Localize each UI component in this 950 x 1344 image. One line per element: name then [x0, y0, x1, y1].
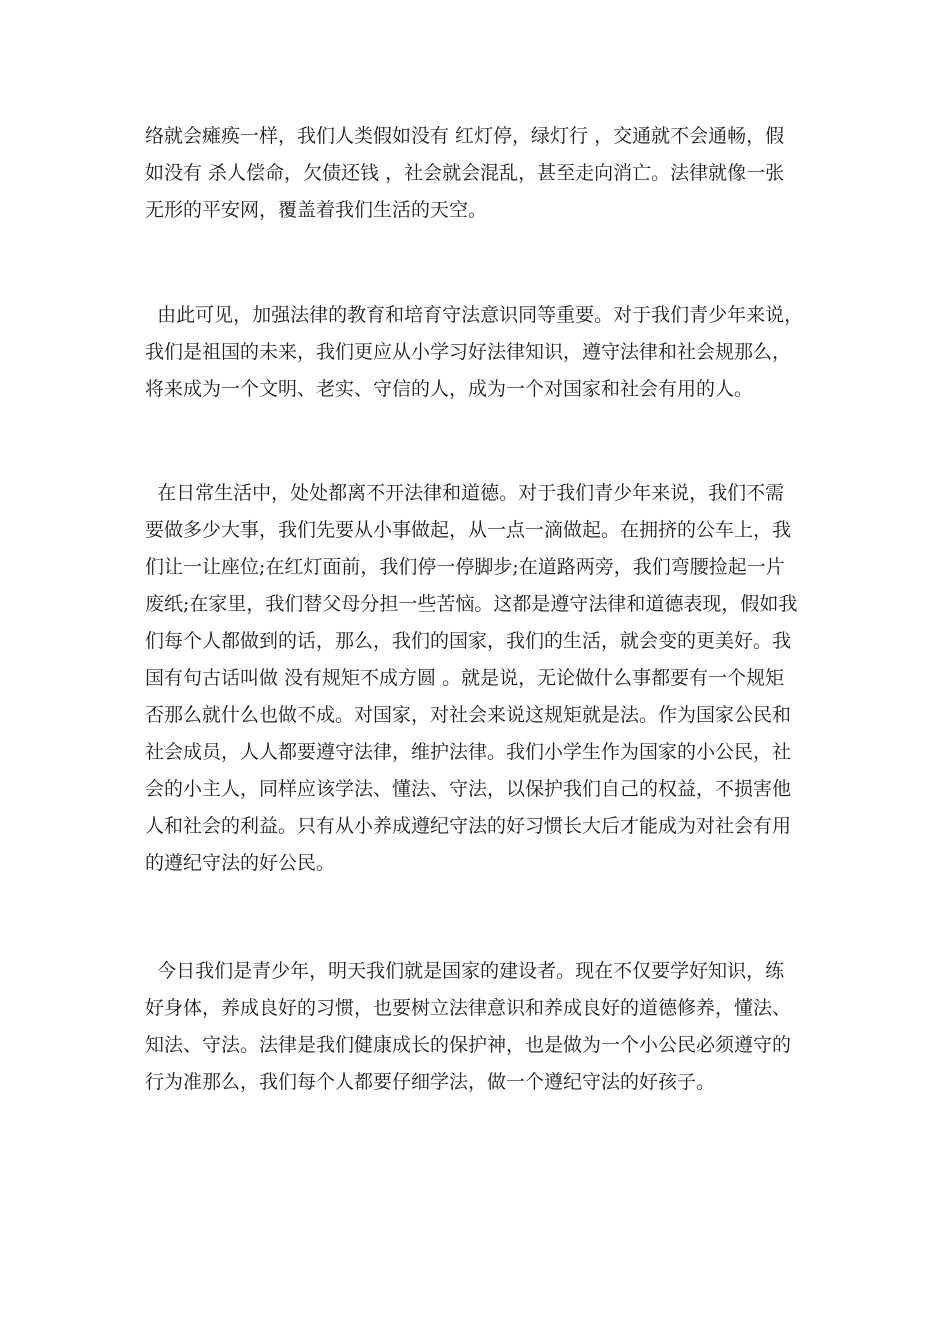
text-line: 我们是祖国的未来，我们更应从小学习好法律知识，遵守法律和社会规那么，	[145, 341, 792, 363]
text-line: 社会成员，人人都要遵守法律，维护法律。我们小学生作为国家的小公民，社	[145, 741, 792, 763]
text-line: 要做多少大事，我们先要从小事做起，从一点一滴做起。在拥挤的公车上，我	[145, 519, 792, 541]
text-line: 将来成为一个文明、老实、守信的人，成为一个对国家和社会有用的人。	[145, 378, 754, 400]
text-line: 由此可见，加强法律的教育和培育守法意识同等重要。对于我们青少年来说，	[145, 304, 804, 326]
text-line: 行为准那么，我们每个人都要仔细学法，做一个遵纪守法的好孩子。	[145, 1071, 716, 1093]
text-line: 废纸;在家里，我们替父母分担一些苦恼。这都是遵守法律和道德表现，假如我	[145, 593, 798, 615]
text-line: 否那么就什么也做不成。对国家，对社会来说这规矩就是法。作为国家公民和	[145, 704, 792, 726]
text-line: 们让一让座位;在红灯面前，我们停一停脚步;在道路两旁，我们弯腰捡起一片	[145, 556, 785, 578]
text-line: 的遵纪守法的好公民。	[145, 852, 336, 874]
text-line: 知法、守法。法律是我们健康成长的保护神，也是做为一个小公民必须遵守的	[145, 1034, 792, 1056]
text-line: 人和社会的利益。只有从小养成遵纪守法的好习惯长大后才能成为对社会有用	[145, 815, 792, 837]
text-line: 络就会瘫痪一样，我们人类假如没有 红灯停，绿灯行 ，交通就不会通畅，假	[145, 125, 785, 147]
text-line: 会的小主人，同样应该学法、懂法、守法，以保护我们自己的权益，不损害他	[145, 778, 792, 800]
text-line: 国有句古话叫做 没有规矩不成方圆 。就是说，无论做什么事都要有一个规矩	[145, 667, 785, 689]
text-line: 今日我们是青少年，明天我们就是国家的建设者。现在不仅要学好知识，练	[145, 960, 785, 982]
text-line: 们每个人都做到的话，那么，我们的国家，我们的生活，就会变的更美好。我	[145, 630, 792, 652]
text-line: 在日常生活中，处处都离不开法律和道德。对于我们青少年来说，我们不需	[145, 482, 785, 504]
text-line: 好身体，养成良好的习惯，也要树立法律意识和养成良好的道德修养，懂法、	[145, 997, 792, 1019]
text-line: 如没有 杀人偿命，欠债还钱 ，社会就会混乱，甚至走向消亡。法律就像一张	[145, 162, 785, 184]
text-line: 无形的平安网，覆盖着我们生活的天空。	[145, 199, 488, 221]
